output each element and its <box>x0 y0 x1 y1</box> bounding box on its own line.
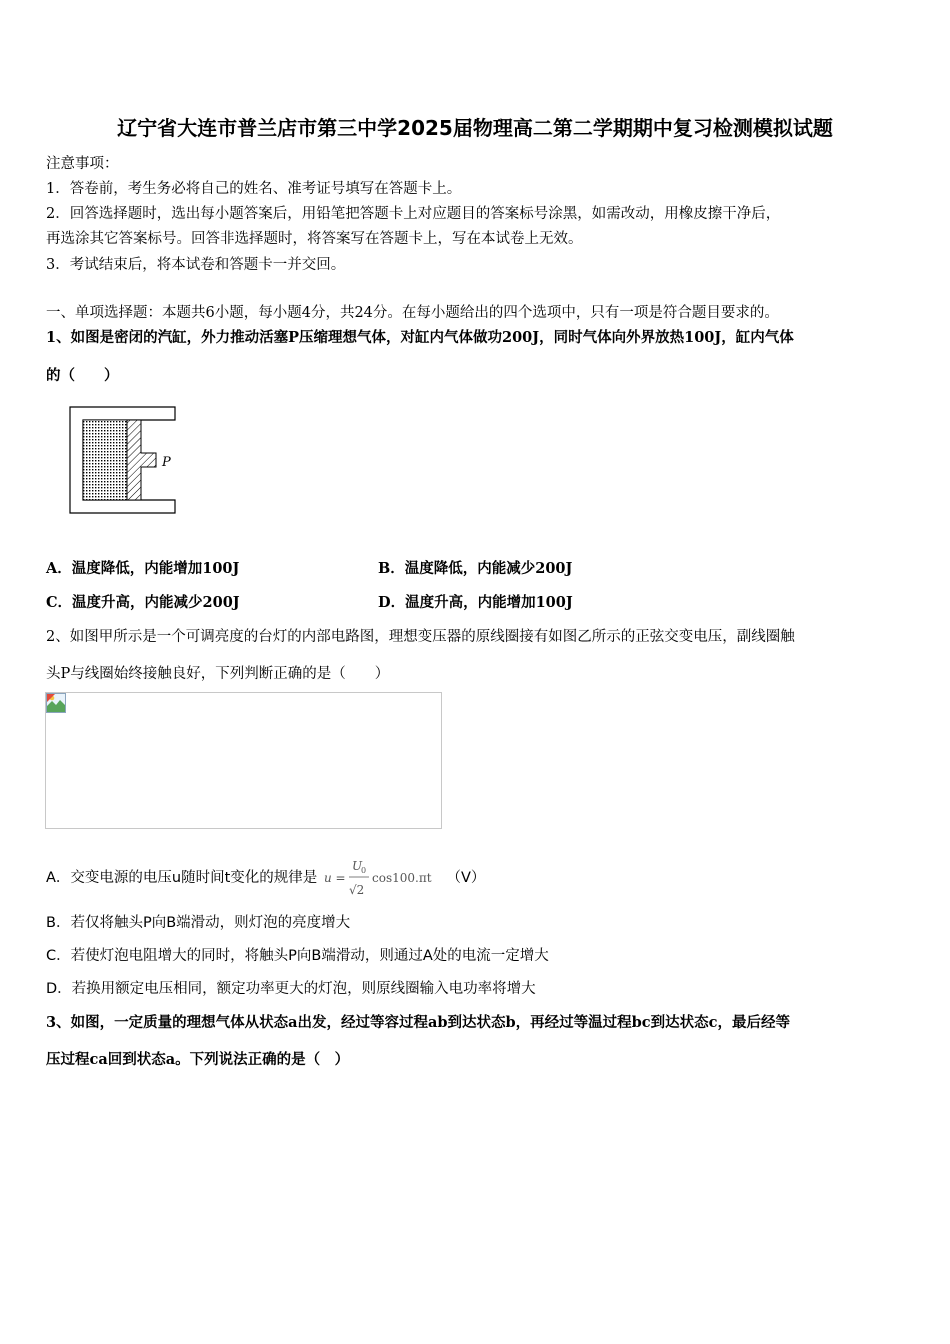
notice-item-1: 1．答卷前，考生务必将自己的姓名、准考证号填写在答题卡上。 <box>46 181 462 197</box>
q1-stem-line1: 1、如图是密闭的汽缸，外力推动活塞P压缩理想气体，对缸内气体做功200J，同时气体向外界放热100J，缸内气体 <box>46 329 794 346</box>
q2-option-a-text: A．交变电源的电压u随时间t变化的规律是 <box>46 870 318 886</box>
formula-numerator: U <box>351 859 363 873</box>
broken-image-icon <box>46 693 66 713</box>
notice-item-2-cont: 再选涂其它答案标号。回答非选择题时，将答案写在答题卡上，写在本试卷上无效。 <box>46 231 583 247</box>
q2-option-c[interactable]: C．若使灯泡电阻增大的同时，将触头P向B端滑动，则通过A处的电流一定增大 <box>46 948 549 964</box>
q2-option-a[interactable] <box>46 858 485 898</box>
q3-stem-line1: 3、如图，一定质量的理想气体从状态a出发，经过等容过程ab到达状态b，再经过等温过程bc到达状态c，最后经等 <box>46 1014 790 1031</box>
q1-option-b[interactable]: B．温度降低，内能减少200J <box>378 560 573 577</box>
formula-lhs: u = <box>323 871 346 885</box>
q2-option-b[interactable]: B．若仅将触头P向B端滑动，则灯泡的亮度增大 <box>46 915 351 931</box>
formula-subscript: 0 <box>360 866 366 875</box>
q2-option-d[interactable]: D．若换用额定电压相同，额定功率更大的灯泡，则原线圈输入电功率将增大 <box>46 981 536 997</box>
q3-stem-line2: 压过程ca回到状态a。下列说法正确的是（ ） <box>46 1051 350 1068</box>
notice-item-3: 3．考试结束后，将本试卷和答题卡一并交回。 <box>46 257 346 273</box>
broken-image-placeholder <box>45 692 442 829</box>
gas-region <box>83 420 127 500</box>
voltage-formula <box>322 858 442 898</box>
q1-stem-line2: 的（ ） <box>46 367 119 384</box>
notice-item-2: 2．回答选择题时，选出每小题答案后，用铅笔把答题卡上对应题目的答案标号涂黑，如需改动，用橡皮擦干净后， <box>46 206 781 222</box>
notice-heading: 注意事项： <box>46 156 119 172</box>
q1-option-c[interactable]: C．温度升高，内能减少200J <box>46 594 240 611</box>
cylinder-piston-figure <box>65 400 185 520</box>
formula-rhs: cos100.πt <box>371 871 432 885</box>
page-title: 辽宁省大连市普兰店市第三中学2025届物理高二第二学期期中复习检测模拟试题 <box>117 116 833 140</box>
q2-stem-line2: 头P与线圈始终接触良好，下列判断正确的是（ ） <box>46 666 390 682</box>
q2-option-a-unit: （V） <box>446 870 486 886</box>
piston-label: P <box>162 455 171 470</box>
q2-stem-line1: 2、如图甲所示是一个可调亮度的台灯的内部电路图，理想变压器的原线圈接有如图乙所示的正弦交变电压，副线圈触 <box>46 629 795 645</box>
piston <box>127 420 156 500</box>
section-heading: 一、单项选择题：本题共6小题，每小题4分，共24分。在每小题给出的四个选项中，只有一项是符合题目要求的。 <box>46 305 779 321</box>
q1-option-a[interactable]: A．温度降低，内能增加100J <box>46 560 240 577</box>
q1-option-d[interactable]: D．温度升高，内能增加100J <box>378 594 573 611</box>
formula-denominator: √2 <box>348 883 365 897</box>
